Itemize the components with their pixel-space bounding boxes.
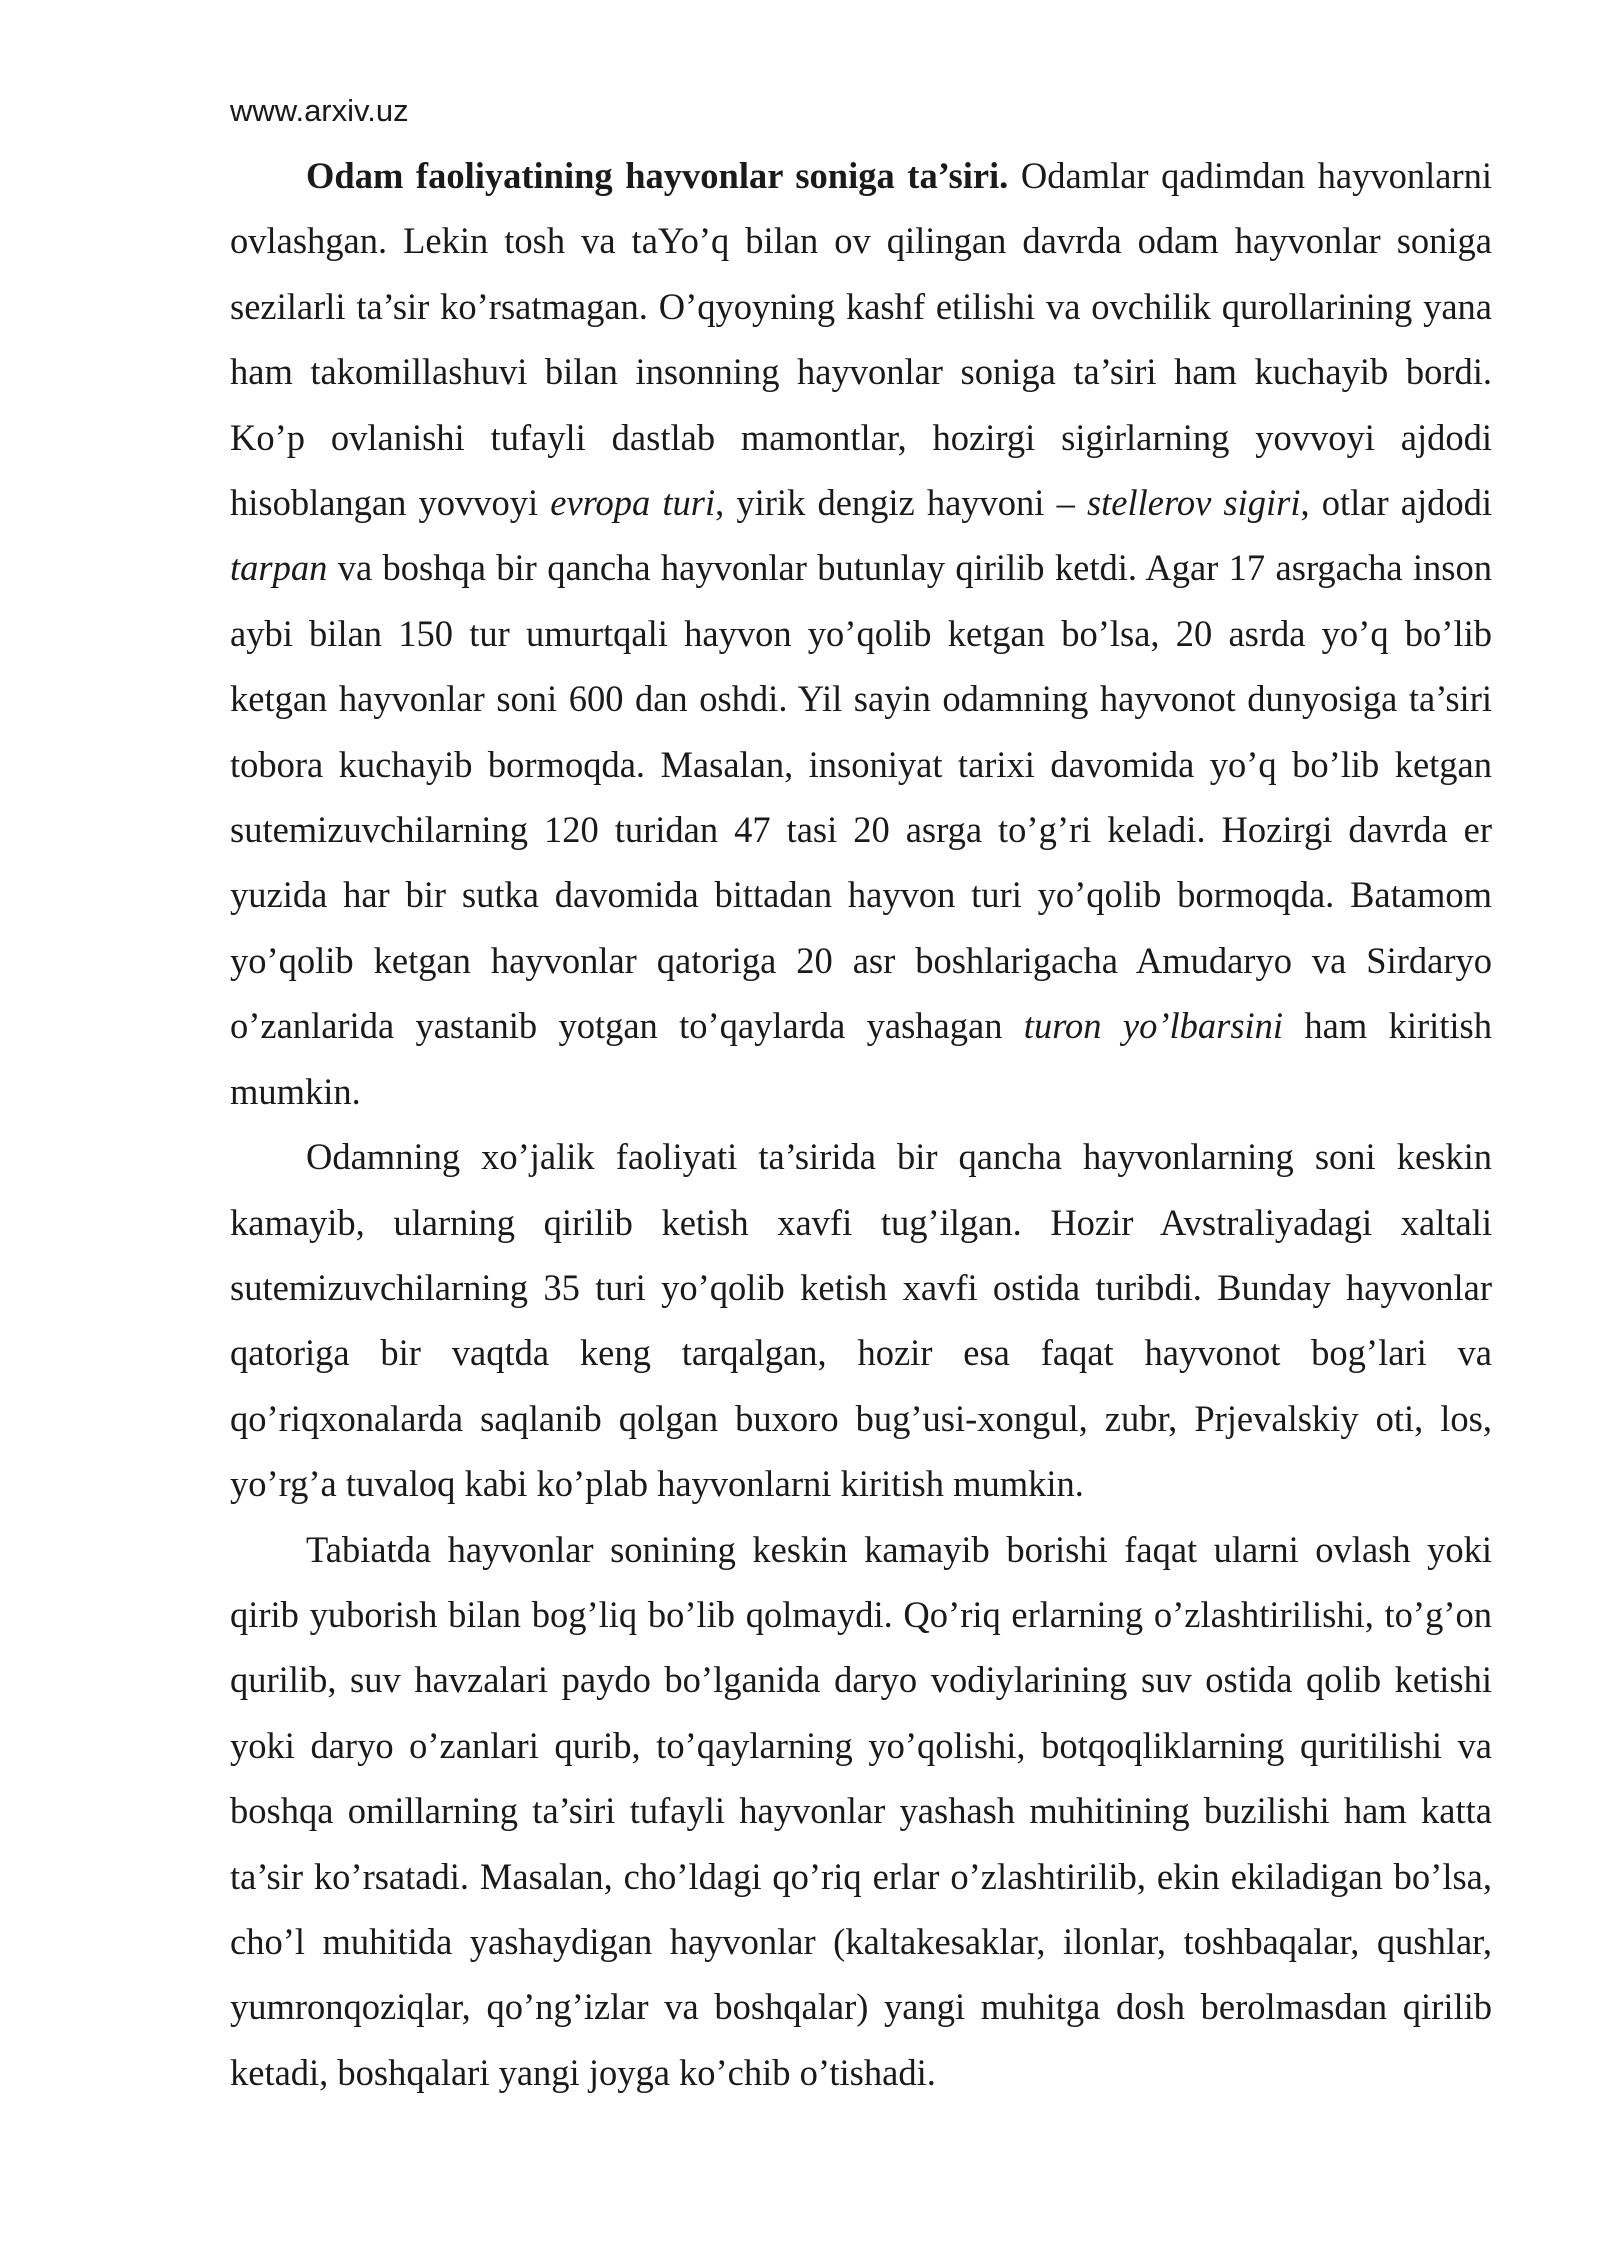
text-segment: , yirik dengiz hayvoni –	[715, 482, 1087, 524]
text-segment: , otlar ajdodi	[1300, 482, 1492, 524]
site-header: www.arxiv.uz	[230, 93, 409, 128]
italic-term: stellerov sigiri	[1086, 482, 1301, 524]
section-heading: Odam faoliyatining hayvonlar soniga ta’siri.	[306, 155, 1009, 196]
text-segment: Odamlar qadimdan hayvonlarni ovlashgan. Lekin tosh va taYo’q bilan ov qilingan davrda odam hayvonlar soniga sezilarli ta’sir ko’rsatmagan. O’qyoyning kashf etilishi va ovchilik qurollarining yana ham takomillashuvi bilan insonning hayvonlar soniga ta’siri ham kuchayib bordi. Ko’p ovlanishi tufayli dastlab mamontlar, hozirgi sigirlarning yovvoyi ajdodi hisoblangan yovvoyi	[230, 155, 1493, 524]
italic-term: turon yo’lbarsini	[1023, 1005, 1284, 1047]
paragraph-2	[230, 1124, 1492, 1516]
italic-term: tarpan	[230, 547, 328, 589]
text-segment: Tabiatda hayvonlar sonining keskin kamayib borishi faqat ularni ovlash yoki qirib yuborish bilan bog’liq bo’lib qolmaydi. Qo’riq erlarning o’zlashtirilishi, to’g’on qurilib, suv havzalari paydo bo’lganida daryo vodiylarining suv ostida qolib ketishi yoki daryo o’zanlari qurib, to’qaylarning yo’qolishi, botqoqliklarning quritilishi va boshqa omillarning ta’siri tufayli hayvonlar yashash muhitining buzilishi ham katta ta’sir ko’rsatadi. Masalan, cho’ldagi qo’riq erlar o’zlashtirilib, ekin ekiladigan bo’lsa, cho’l muhitida yashaydigan hayvonlar (kaltakesaklar, ilonlar, toshbaqalar, qushlar, yumronqoziqlar, qo’ng’izlar va boshqalar) yangi muhitga dosh berolmasdan qirilib ketadi, boshqalari yangi joyga ko’chib o’tishadi.	[230, 1528, 1492, 2093]
paragraph-1	[230, 143, 1492, 1124]
text-segment: Odamning xo’jalik faoliyati ta’sirida bir qancha hayvonlarning soni keskin kamayib, ularning qirilib ketish xavfi tug’ilgan. Hozir Avstraliyadagi xaltali sutemizuvchilarning 35 turi yo’qolib ketish xavfi ostida turibdi. Bunday hayvonlar qatoriga bir vaqtda keng tarqalgan, hozir esa faqat hayvonot bog’lari va qo’riqxonalarda saqlanib qolgan buxoro bug’usi-xongul, zubr, Prjevalskiy oti, los, yo’rg’a tuvaloq kabi ko’plab hayvonlarni kiritish mumkin.	[230, 1136, 1492, 1505]
paragraph-3	[230, 1517, 1492, 2106]
text-segment: va boshqa bir qancha hayvonlar butunlay qirilib ketdi. Agar 17 asrgacha inson aybi bilan 150 tur umurtqali hayvon yo’qolib ketgan bo’lsa, 20 asrda yo’q bo’lib ketgan hayvonlar soni 600 dan oshdi. Yil sayin odamning hayvonot dunyosiga ta’siri tobora kuchayib bormoqda. Masalan, insoniyat tarixi davomida yo’q bo’lib ketgan sutemizuvchilarning 120 turidan 47 tasi 20 asrga to’g’ri keladi. Hozirgi davrda er yuzida har bir sutka davomida bittadan hayvon turi yo’qolib bormoqda. Batamom yo’qolib ketgan hayvonlar qatoriga 20 asr boshlarigacha Amudaryo va Sirdaryo o’zanlarida yastanib yotgan to’qaylarda yashagan	[230, 547, 1492, 1047]
text-segment: ham kiritish mumkin.	[230, 1005, 1492, 1112]
italic-term: evropa turi	[550, 482, 716, 524]
document-body	[230, 143, 1492, 2105]
